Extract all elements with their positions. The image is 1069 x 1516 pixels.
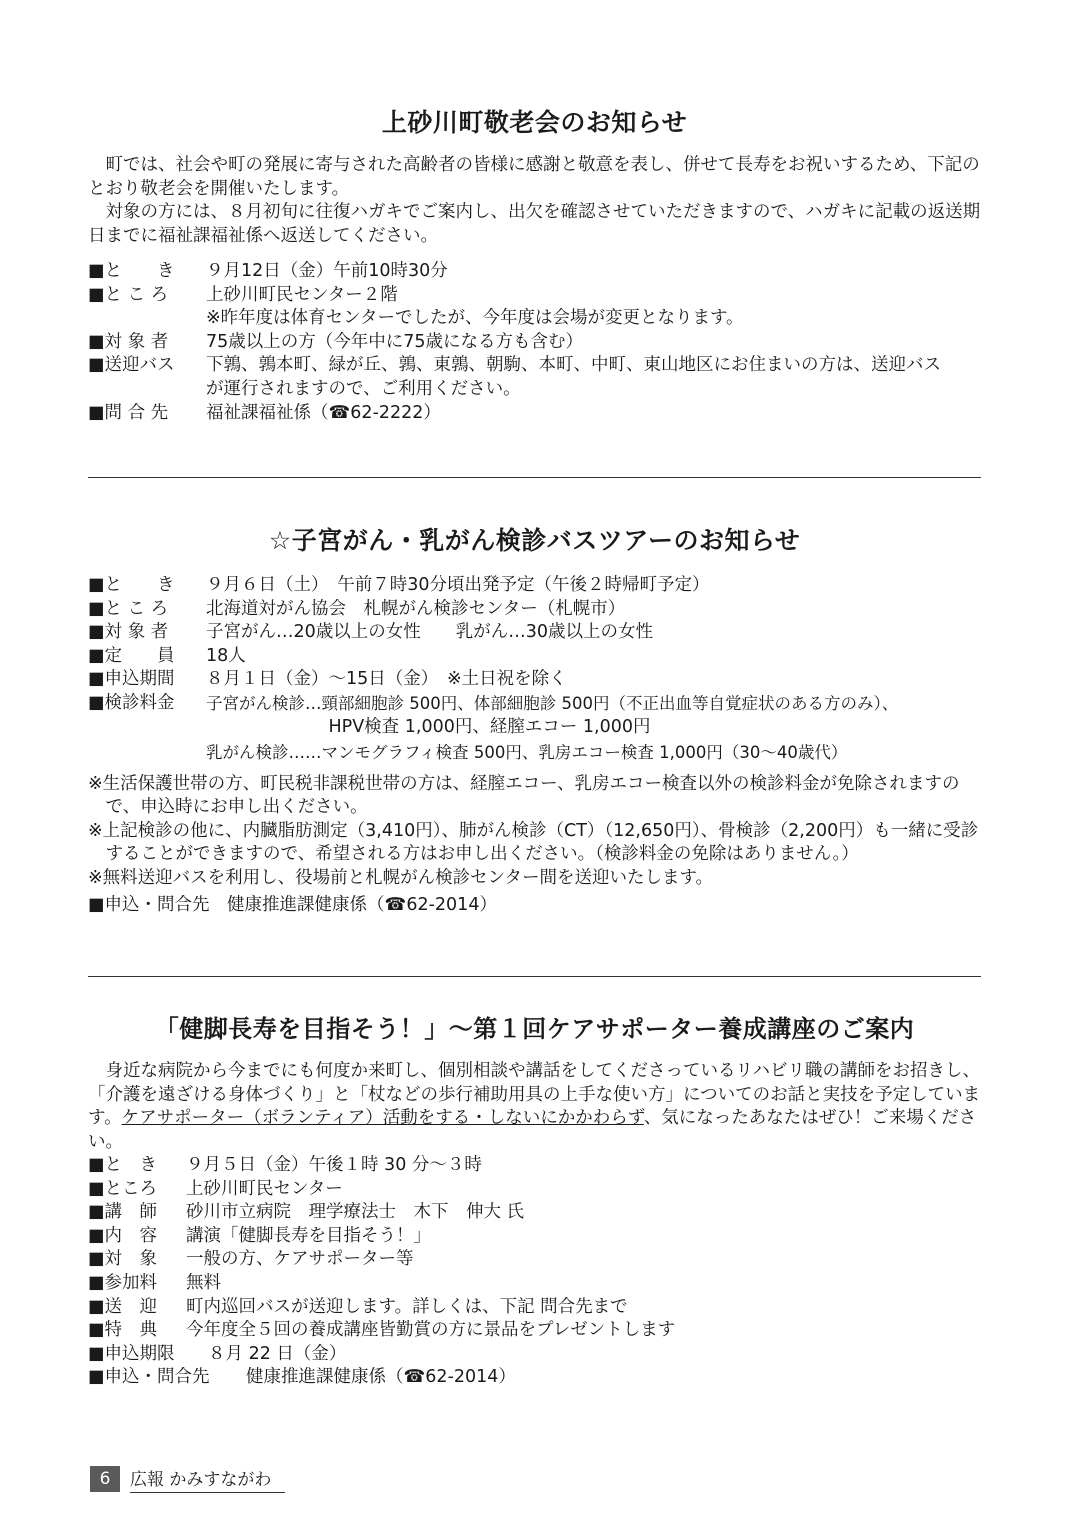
item-label: ■参加料 <box>88 1272 158 1293</box>
item-value: 砂川市立病院 理学療法士 木下 伸大 氏 <box>186 1202 525 1223</box>
section-divider <box>88 477 981 478</box>
item-label: ■対 象 者 <box>88 622 169 643</box>
note: ※無料送迎バスを利用し、役場前と札幌がん検診センター間を送迎いたします。 <box>88 867 714 888</box>
intro-underlined-text: ケアサポーター（ボランティア）活動をする・しないにかかわらず <box>121 1108 644 1128</box>
item-value: 下鶉、鶉本町、緑が丘、鶉、東鶉、朝駒、本町、中町、東山地区にお住まいの方は、送迎バスが運行されますので、ご利用ください。 <box>206 355 941 399</box>
section-title: 上砂川町敬老会のお知らせ <box>381 108 688 137</box>
section-keirokai <box>88 106 981 425</box>
item-label: ■と こ ろ <box>88 284 169 305</box>
item-label: ■と こ ろ <box>88 598 169 619</box>
item-value: 町内巡回バスが送迎します。詳しくは、下記 問合先まで <box>186 1296 628 1317</box>
item-value: 18人 <box>206 645 246 666</box>
section-title: 「健脚長寿を目指そう！」～第１回ケアサポーター養成講座のご案内 <box>154 1015 915 1043</box>
intro-text: 、気になったあなたはぜひ！ご来場ください。 <box>88 1108 977 1152</box>
item-value: 一般の方、ケアサポーター等 <box>186 1249 414 1270</box>
item-label: ■対 象 <box>88 1249 158 1270</box>
item-value: 健康推進課健康係（☎62-2014） <box>246 1367 516 1388</box>
item-value: 子宮がん…20歳以上の女性 乳がん…30歳以上の女性 <box>206 622 654 643</box>
section-divider <box>88 976 981 977</box>
info-list <box>88 574 981 765</box>
item-value: ９月12日（金）午前10時30分 <box>206 261 448 281</box>
item-value: 75歳以上の方（今年中に75歳になる方も含む） <box>206 331 584 352</box>
item-label: ■講 師 <box>88 1202 158 1223</box>
item-value: 無料 <box>186 1272 221 1293</box>
item-value: 北海道対がん協会 札幌がん検診センター（札幌市） <box>206 598 626 619</box>
item-value: ９月６日（土） 午前７時30分頃出発予定（午後２時帰町予定） <box>206 575 710 595</box>
item-label: ■問 合 先 <box>88 402 169 423</box>
item-value: ８月１日（金）～15日（金） ※土日祝を除く <box>206 669 567 690</box>
item-label: ■と き <box>88 575 175 595</box>
item-value: ９月５日（金）午後１時 30 分～３時 <box>186 1155 482 1175</box>
item-label <box>88 307 206 331</box>
item-label: ■対 象 者 <box>88 331 169 352</box>
contact-line: ■申込・問合先 健康推進課健康係（☎62-2014） <box>88 895 497 916</box>
item-label: ■定 員 <box>88 645 175 666</box>
item-value: 乳がん検診……マンモグラフィ検査 500円、乳房エコー検査 1,000円（30～40歳代） <box>206 743 848 763</box>
item-label: ■申込期限 <box>88 1343 175 1364</box>
info-list <box>88 1154 981 1390</box>
item-value: 子宮がん検診…頸部細胞診 500円、体部細胞診 500円（不正出血等自覚症状のある方のみ）、 <box>206 693 899 713</box>
item-label: ■送 迎 <box>88 1296 158 1317</box>
item-label: ■と き <box>88 261 175 281</box>
item-value: 今年度全５回の養成講座皆勤賞の方に景品をプレゼントします <box>186 1320 676 1341</box>
item-label: ■特 典 <box>88 1320 158 1341</box>
intro-paragraph <box>88 1060 981 1154</box>
section-cancer-screening <box>88 524 981 918</box>
note: ※生活保護世帯の方、町民税非課税世帯の方は、経膣エコー、乳房エコー検査以外の検診料金が免除されますので、申込時にお申し出ください。 <box>88 773 960 818</box>
note: ※上記検診の他に、内臓脂肪測定（3,410円）、肺がん検診（CT）（12,650円）、骨検診（2,200円）も一緒に受診することができますので、希望される方はお申し出ください。（検診料金の免除はありません。） <box>88 820 979 865</box>
item-value: HPV検査 1,000円、経膣エコー 1,000円 <box>206 716 651 737</box>
page-footer <box>90 1465 285 1493</box>
item-label: ■ところ <box>88 1178 158 1199</box>
item-value: ８月 22 日（金） <box>208 1343 347 1364</box>
info-list <box>88 260 981 425</box>
item-value: 福祉課福祉係（☎62-2222） <box>206 402 441 423</box>
item-label: ■送迎バス <box>88 355 175 376</box>
item-value: 上砂川町民センター <box>186 1178 343 1199</box>
item-value: 上砂川町民センター２階 <box>206 284 398 305</box>
item-label: ■申込・問合先 <box>88 1367 210 1388</box>
section-care-supporter <box>88 1012 981 1390</box>
item-value: ※昨年度は体育センターでしたが、今年度は会場が変更となります。 <box>206 308 744 329</box>
intro-text: 身近な病院から今までにも何度か来町し、個別相談や講話をしてくださっているリハビリ職の講師をお招きし、「介護を遠ざける身体づくり」と「杖などの歩行補助用具の上手な使い方」についてのお話と実技を予定しています。 <box>88 1061 981 1128</box>
page-number: 6 <box>90 1466 120 1492</box>
item-label: ■内 容 <box>88 1225 158 1246</box>
item-label: ■と き <box>88 1155 158 1175</box>
publication-name: 広報 かみすながわ <box>130 1465 285 1493</box>
intro-paragraph: 町では、社会や町の発展に寄与された高齢者の皆様に感謝と敬意を表し、併せて長寿をお祝いするため、下記のとおり敬老会を開催いたします。 <box>88 155 980 199</box>
item-label <box>88 741 206 765</box>
item-value: 講演「健脚長寿を目指そう！」 <box>186 1225 431 1246</box>
intro-paragraph: 対象の方には、８月初旬に往復ハガキでご案内し、出欠を確認させていただきますので、ハガキに記載の返送期日までに福祉課福祉係へ返送してください。 <box>88 202 981 246</box>
section-title: ☆子宮がん・乳がん検診バスツアーのお知らせ <box>268 526 801 555</box>
item-label <box>88 716 206 740</box>
item-label: ■検診料金 <box>88 692 175 713</box>
item-label: ■申込期間 <box>88 669 175 690</box>
